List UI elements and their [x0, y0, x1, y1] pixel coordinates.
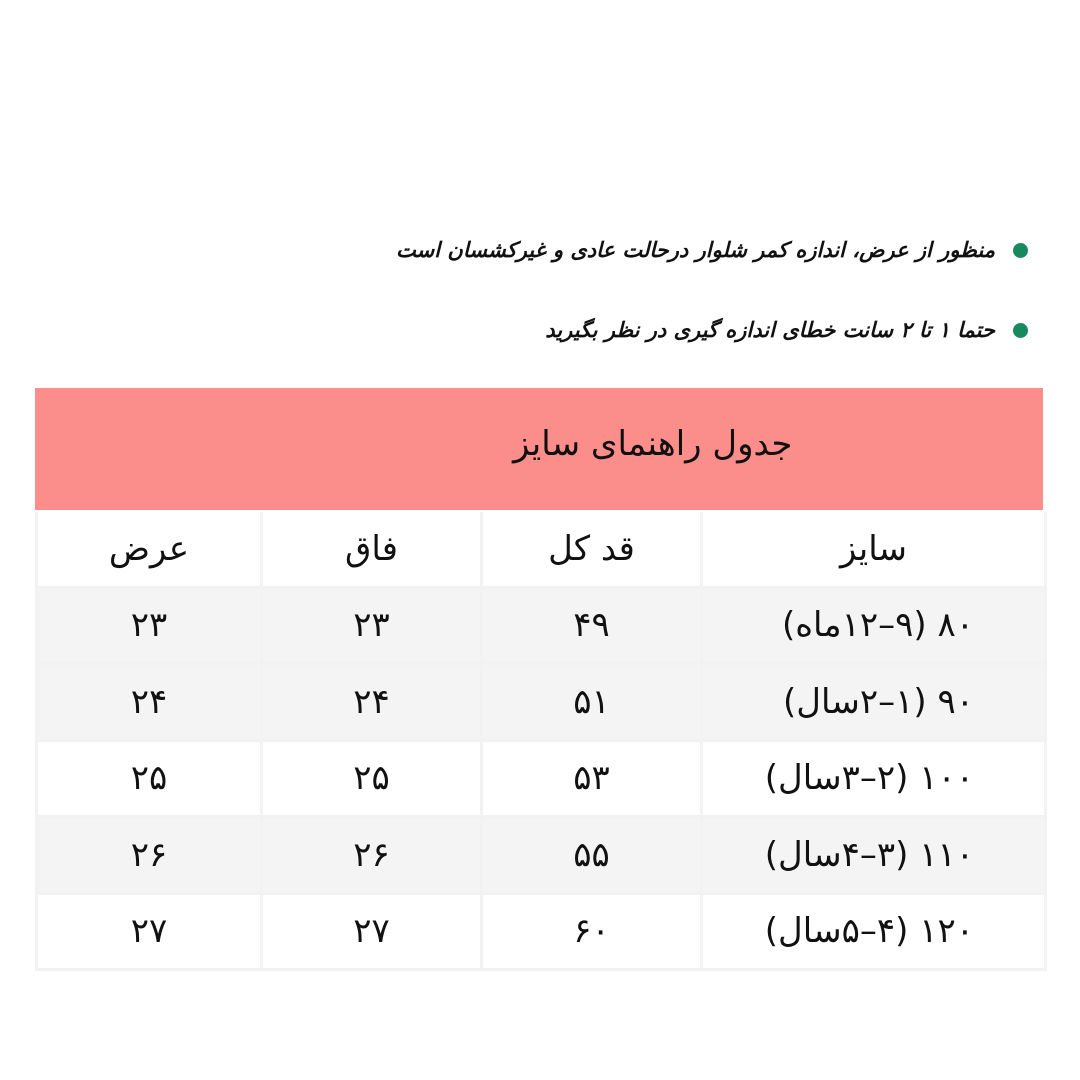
cell-height: ۵۳: [480, 742, 700, 816]
cell-size: ۹۰ (۱–۲سال): [700, 665, 1047, 739]
cell-crotch: ۲۶: [260, 818, 480, 892]
table-title-banner: [35, 388, 1043, 510]
note-1: [396, 238, 1028, 262]
cell-height: ۵۵: [480, 818, 700, 892]
cell-size: ۱۱۰ (۳–۴سال): [700, 818, 1047, 892]
header-height: قد کل: [480, 512, 700, 586]
note-text: منظور از عرض، اندازه کمر شلوار درحالت عادی و غیرکشسان است: [396, 238, 995, 262]
table-row: [35, 818, 1047, 895]
cell-size: ۱۲۰ (۴–۵سال): [700, 895, 1047, 969]
cell-width: ۲۷: [35, 895, 260, 969]
cell-height: ۴۹: [480, 589, 700, 663]
table-row: [35, 589, 1047, 666]
header-width: عرض: [35, 512, 260, 586]
table-header-row: [35, 512, 1047, 589]
cell-height: ۶۰: [480, 895, 700, 969]
bullet-icon: [1013, 243, 1028, 258]
table-row: [35, 742, 1047, 819]
table-title: جدول راهنمای سایز: [513, 424, 793, 464]
table-row: [35, 665, 1047, 742]
cell-width: ۲۵: [35, 742, 260, 816]
cell-crotch: ۲۷: [260, 895, 480, 969]
cell-width: ۲۶: [35, 818, 260, 892]
header-crotch: فاق: [260, 512, 480, 586]
note-2: [545, 318, 1028, 342]
cell-width: ۲۴: [35, 665, 260, 739]
size-table: [35, 512, 1047, 971]
note-text: حتما ۱ تا ۲ سانت خطای اندازه گیری در نظر بگیرید: [545, 318, 995, 342]
cell-crotch: ۲۳: [260, 589, 480, 663]
cell-crotch: ۲۴: [260, 665, 480, 739]
cell-size: ۸۰ (۹–۱۲ماه): [700, 589, 1047, 663]
cell-height: ۵۱: [480, 665, 700, 739]
cell-crotch: ۲۵: [260, 742, 480, 816]
cell-size: ۱۰۰ (۲–۳سال): [700, 742, 1047, 816]
bullet-icon: [1013, 323, 1028, 338]
table-row: [35, 895, 1047, 972]
header-size: سایز: [700, 512, 1047, 586]
cell-width: ۲۳: [35, 589, 260, 663]
